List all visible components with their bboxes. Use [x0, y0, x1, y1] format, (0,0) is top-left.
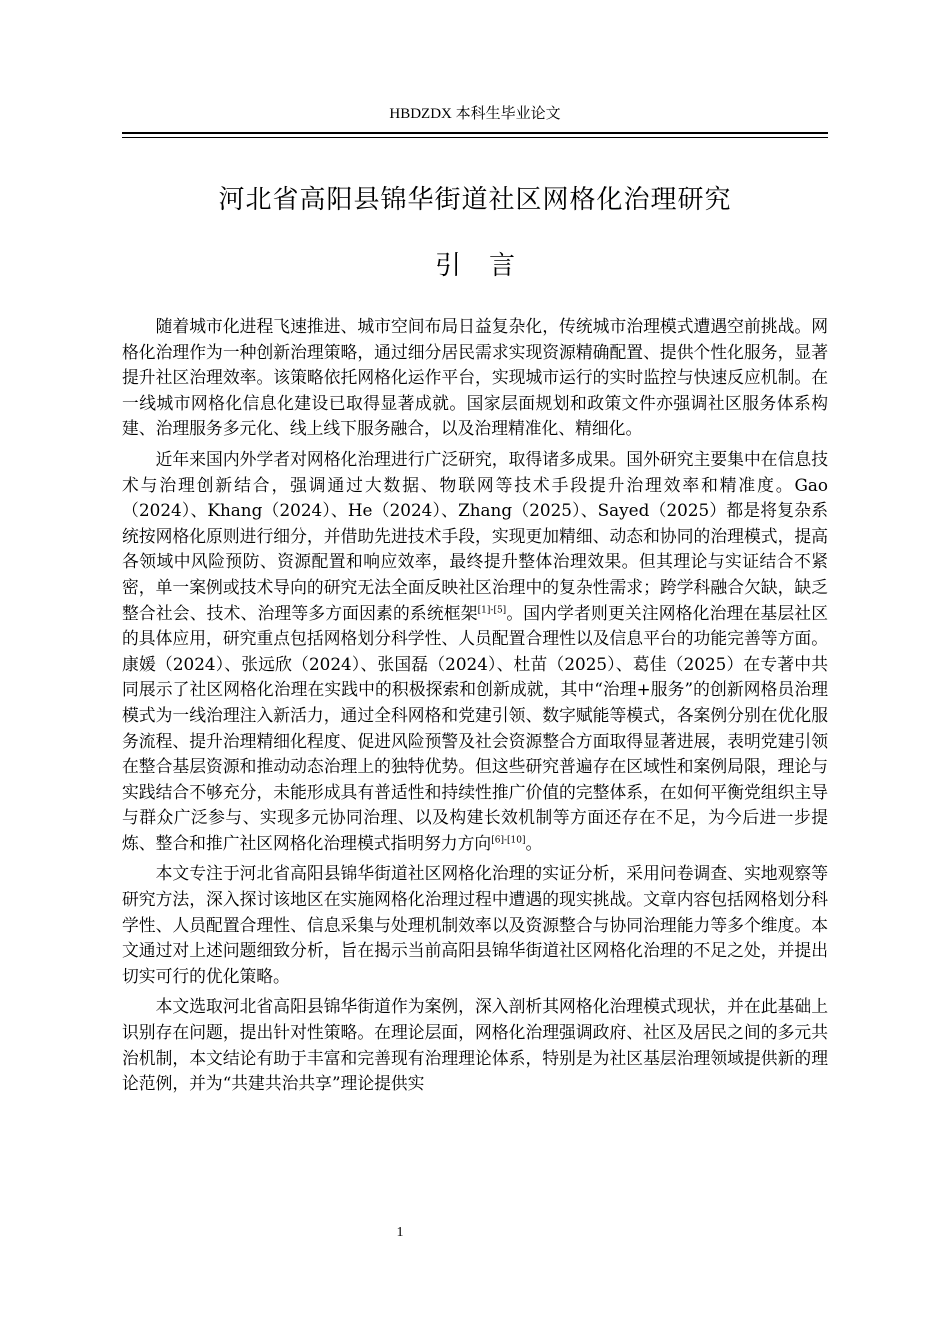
paragraph-2 [122, 447, 828, 857]
page-number: 1 [396, 1225, 404, 1240]
paragraph-2-part-b: 。国内学者则更关注网格化治理在基层社区的具体应用，研究重点包括网格划分科学性、人员配置合理性以及信息平台的功能完善等方面。康媛（2024）、张远欣（2024）、张国磊（2024）、杜苗（2025）、葛佳（2025）在专著中共同展示了社区网格化治理在实践中的积极探索和创新成就，其中“治理+服务”的创新网格员治理模式为一线治理注入新活力，通过全科网格和党建引领、数字赋能等模式，各案例分别在优化服务流程、提升治理精细化程度、促进风险预警及社会资源整合方面取得显著进展，表明党建引领在整合基层资源和推动动态治理上的独特优势。但这些研究普遍存在区域性和案例局限，理论与实践结合不够充分，未能形成具有普适性和持续性推广价值的完整体系，在如何平衡党组织主导与群众广泛参与、实现多元协同治理、以及构建长效机制等方面还存在不足，为今后进一步提炼、整合和推广社区网格化治理模式指明努力方向 [122, 602, 828, 853]
header-rule-thick [122, 132, 828, 134]
thesis-title: 河北省高阳县锦华街道社区网格化治理研究 [218, 185, 732, 215]
running-header: HBDZDX 本科生毕业论文 [389, 106, 561, 122]
paragraph-2-part-c: 。 [525, 832, 543, 853]
citation-6-10: [6]-[10] [491, 835, 526, 846]
citation-1-5: [1]-[5] [477, 604, 507, 615]
paragraph-3: 本文专注于河北省高阳县锦华街道社区网格化治理的实证分析，采用问卷调查、实地观察等研究方法，深入探讨该地区在实施网格化治理过程中遭遇的现实挑战。文章内容包括网格划分科学性、人员配置合理性、信息采集与处理机制效率以及资源整合与协同治理能力等多个维度。本文通过对上述问题细致分析，旨在揭示当前高阳县锦华街道社区网格化治理的不足之处，并提出切实可行的优化策略。 [122, 863, 828, 986]
section-heading: 引言 [434, 251, 543, 281]
header-rule-thin [122, 137, 828, 138]
paragraph-1: 随着城市化进程飞速推进、城市空间布局日益复杂化，传统城市治理模式遭遇空前挑战。网格化治理作为一种创新治理策略，通过细分居民需求实现资源精确配置、提供个性化服务，显著提升社区治理效率。该策略依托网格化运作平台，实现城市运行的实时监控与快速反应机制。在一线城市网格化信息化建设已取得显著成就。国家层面规划和政策文件亦强调社区服务体系构建、治理服务多元化、线上线下服务融合，以及治理精准化、精细化。 [122, 316, 828, 439]
paragraph-2-part-a: 近年来国内外学者对网格化治理进行广泛研究，取得诸多成果。国外研究主要集中在信息技术与治理创新结合，强调通过大数据、物联网等技术手段提升治理效率和精准度。Gao（2024）、Khang（2024）、He（2024）、Zhang（2025）、Sayed（2025）都是将复杂系统按网格化原则进行细分，并借助先进技术手段，实现更加精细、动态和协同的治理模式，提高各领域中风险预防、资源配置和响应效率，最终提升整体治理效果。但其理论与实证结合不紧密，单一案例或技术导向的研究无法全面反映社区治理中的复杂性需求；跨学科融合欠缺，缺乏整合社会、技术、治理等多方面因素的系统框架 [122, 448, 828, 623]
paragraph-4: 本文选取河北省高阳县锦华街道作为案例，深入剖析其网格化治理模式现状，并在此基础上识别存在问题，提出针对性策略。在理论层面，网格化治理强调政府、社区及居民之间的多元共治机制，本文结论有助于丰富和完善现有治理理论体系，特别是为社区基层治理领域提供新的理论范例，并为“共建共治共享”理论提供实 [122, 996, 828, 1094]
body-text [122, 314, 828, 1097]
